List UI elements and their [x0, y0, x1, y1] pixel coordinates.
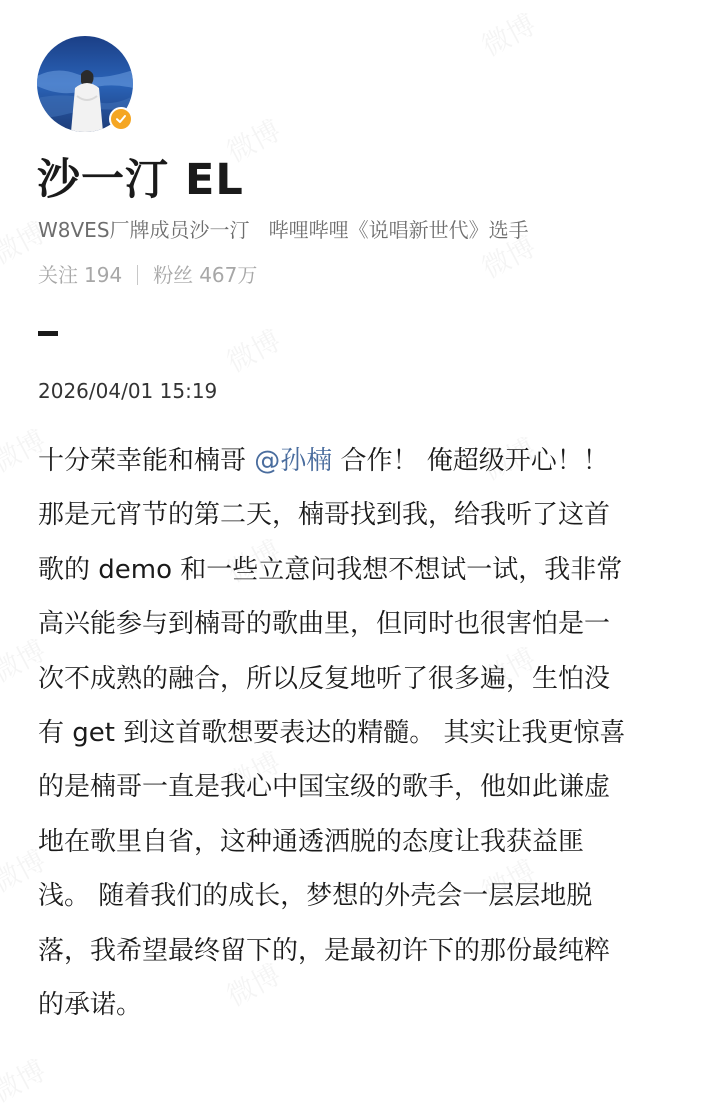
- weibo-watermark: [0, 1049, 52, 1111]
- verified-badge-icon: [109, 107, 133, 131]
- followers-label: 粉丝: [153, 263, 194, 287]
- profile-name: 沙一汀 EL: [37, 155, 244, 205]
- mention-link[interactable]: @孙楠: [254, 446, 333, 476]
- post-line: 落，我希望最终留下的，是最初许下的那份最纯粹: [38, 935, 611, 966]
- weibo-watermark: [219, 319, 287, 381]
- followers-link[interactable]: [153, 261, 257, 289]
- section-divider: [38, 331, 58, 336]
- weibo-watermark: [474, 3, 542, 65]
- post-line: 浅。 随着我们的成长，梦想的外壳会一层层地脱: [38, 881, 593, 912]
- post-line: 高兴能参与到楠哥的歌曲里，但同时也很害怕是一: [38, 609, 611, 640]
- post-text: 合作！ 俺超级开心！！: [332, 446, 609, 476]
- post-text: 十分荣幸能和楠哥: [38, 446, 255, 476]
- post-line: 次不成熟的融合，所以反复地听了很多遍，生怕没: [38, 663, 611, 694]
- post-line: 的是楠哥一直是我心中国宝级的歌手，他如此谦虚: [38, 772, 611, 803]
- stat-divider: [137, 265, 138, 285]
- following-count: 194: [84, 263, 123, 287]
- post-line: 地在歌里自省，这种通透洒脱的态度让我获益匪: [38, 826, 585, 857]
- post-line: 歌的 demo 和一些立意问我想不想试一试，我非常: [38, 554, 623, 585]
- profile-stats: [38, 261, 257, 289]
- checkmark-icon: [115, 113, 127, 125]
- post-body: [38, 434, 688, 1032]
- profile-bio: W8VES厂牌成员沙一汀 哔哩哔哩《说唱新世代》选手: [38, 218, 529, 242]
- post-line: 的承诺。: [38, 989, 143, 1020]
- post-line: 那是元宵节的第二天，楠哥找到我，给我听了这首: [38, 500, 611, 531]
- post-line: 有 get 到这首歌想要表达的精髓。 其实让我更惊喜: [38, 717, 626, 748]
- post-timestamp: 2026/04/01 15:19: [38, 379, 218, 403]
- following-link[interactable]: [38, 261, 122, 289]
- followers-count: 467万: [199, 263, 258, 287]
- post-line: [38, 434, 688, 488]
- following-label: 关注: [38, 263, 78, 287]
